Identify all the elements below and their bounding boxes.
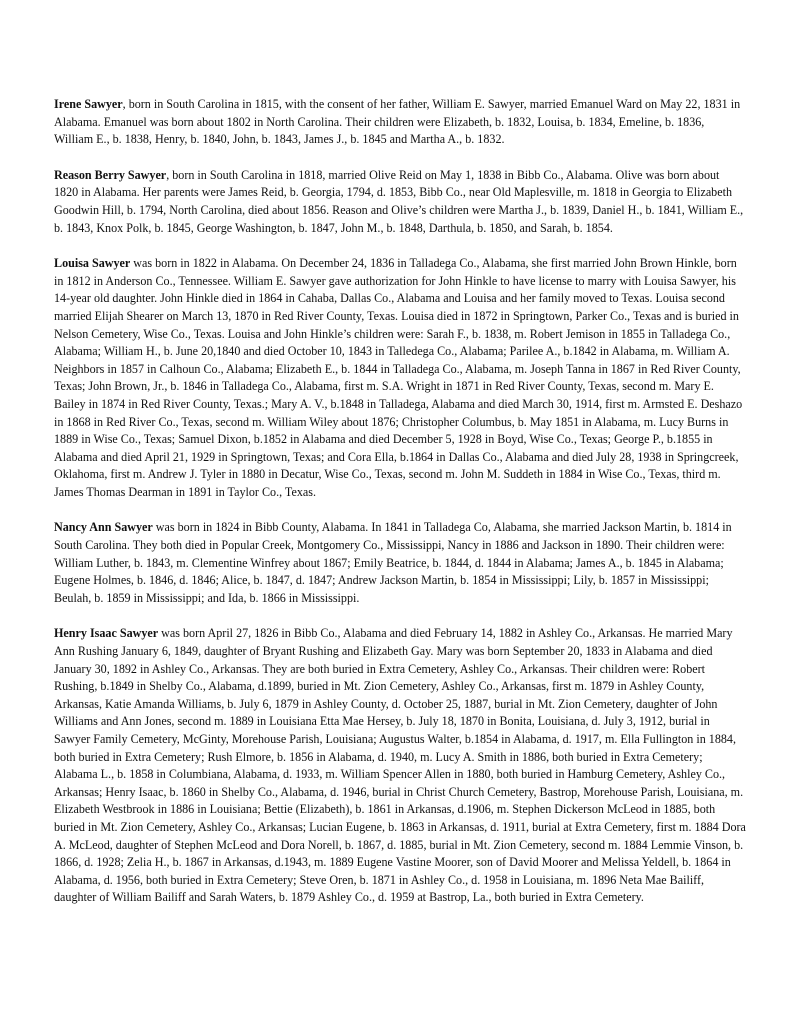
entry-nancy-ann-sawyer xyxy=(54,519,746,607)
entry-text: was born April 27, 1826 in Bibb Co., Alabama and died February 14, 1882 in Ashley Co., Arkansas. He married Mary Ann Rushing January 6, 1849, daughter of Bryant Rushing and Elizabeth Gay. Mary was born September 20, 1833 in Alabama and died January 30, 1892 in Ashley Co., Arkansas. They are both buried in Extra Cemetery, Ashley Co., Arkansas. Their children were: Robert Rushing, b.1849 in Shelby Co., Alabama, d.1899, buried in Mt. Zion Cemetery, Ashley Co., Arkansas, first m. 1879 in Ashley County, Arkansas, Katie Amanda Williams, b. July 6, 1879 in Ashley County, d. October 25, 1887, burial in Mt. Zion Cemetery, daughter of John Williams and Ann Jones, second m. 1889 in Louisiana Etta Mae Hersey, b. July 18, 1870 in Bonita, Louisiana, d. July 3, 1912, burial in Sawyer Family Cemetery, McGinty, Morehouse Parish, Louisiana; Augustus Walter, b.1854 in Alabama, d. 1917, m. Ella Fullington in 1884, both buried in Extra Cemetery; Rush Elmore, b. 1856 in Alabama, d. 1940, m. Lucy A. Smith in 1886, both buried in Extra Cemetery; Alabama L., b. 1858 in Columbiana, Alabama, d. 1933, m. William Spencer Allen in 1880, both buried in Hamburg Cemetery, Ashley Co., Arkansas; Henry Isaac, b. 1860 in Shelby Co., Alabama, d. 1946, burial in Christ Church Cemetery, Bastrop, Morehouse Parish, Louisiana, m. Elizabeth Westbrook in 1886 in Louisiana; Bettie (Elizabeth), b. 1861 in Arkansas, d.1906, m. Stephen Dickerson McLeod in 1885, both buried in Mt. Zion Cemetery, Ashley Co., Arkansas; Lucian Eugene, b. 1863 in Arkansas, d. 1911, burial at Extra Cemetery, first m. 1884 Dora A. McLeod, daughter of Stephen McLeod and Dora Norell, b. 1867, d. 1885, burial in Mt. Zion Cemetery, second m. 1884 Lemmie Vinson, b. 1866, d. 1928; Zelia H., b. 1867 in Arkansas, d.1943, m. 1889 Eugene Vastine Moorer, son of David Moorer and Melissa Yeldell, b. 1864 in Alabama, d. 1956, both buried in Extra Cemetery; Steve Oren, b. 1871 in Ashley Co., d. 1958 in Louisiana, m. 1896 Neta Mae Bailiff, daughter of William Bailiff and Sarah Waters, b. 1879 Ashley Co., d. 1959 at Bastrop, La., both buried in Extra Cemetery. xyxy=(54,626,746,905)
entry-text: was born in 1824 in Bibb County, Alabama. In 1841 in Talladega Co, Alabama, she married Jackson Martin, b. 1814 in South Carolina. They both died in Popular Creek, Montgomery Co., Mississippi, Nancy in 1886 and Jackson in 1890. Their children were: William Luther, b. 1843, m. Clementine Winfrey about 1867; Emily Beatrice, b. 1844, d. 1844 in Alabama; James A., b. 1845 in Alabama; Eugene Holmes, b. 1846, d. 1846; Alice, b. 1847, d. 1847; Andrew Jackson Martin, b. 1854 in Mississippi; Lily, b. 1857 in Mississippi; Beulah, b. 1859 in Mississippi; and Ida, b. 1866 in Mississippi. xyxy=(54,520,732,605)
entry-name: Irene Sawyer xyxy=(54,97,123,111)
entry-name: Nancy Ann Sawyer xyxy=(54,520,153,535)
document-page xyxy=(54,96,746,925)
entry-text: was born in 1822 in Alabama. On December 24, 1836 in Talladega Co., Alabama, she first married John Brown Hinkle, born in 1812 in Anderson Co., Tennessee. William E. Sawyer gave authorization for John Hinkle to have license to marry with Louisa Sawyer, his 14-year old daughter. John Hinkle died in 1864 in Cahaba, Dallas Co., Alabama and Louisa and her family moved to Texas. Louisa second married Elijah Shearer on March 13, 1870 in Red River County, Texas. Louisa died in 1872 in Springtown, Parker Co., Texas and is buried in Nelson Cemetery, Wise Co., Texas. Louisa and John Hinkle’s children were: Sarah F., b. 1838, m. Robert Jemison in 1855 in Talladega Co., Alabama; William H., b. June 20,1840 and died October 10, 1843 in Talledega Co., Alabama; Parilee A., b.1842 in Alabama, m. William A. Neighbors in 1857 in Calhoun Co., Alabama; Elizabeth E., b. 1844 in Talladega Co., Alabama, m. Joseph Tanna in 1867 in Red River County, Texas; John Brown, Jr., b. 1846 in Talladega Co., Alabama, first m. S.A. Wright in 1871 in Red River County, Texas, second m. Mary E. Bailey in 1874 in Red River County, Texas.; Mary A. V., b.1848 in Talladega, Alabama and died March 30, 1914, first m. Armsted E. Deshazo in 1868 in Red River Co., Texas, second m. William Wiley about 1876; Christopher Columbus, b. May 1851 in Alabama, m. Lucy Burns in 1889 in Wise Co., Texas; Samuel Dixon, b.1852 in Alabama and died December 5, 1928 in Boyd, Wise Co., Texas; George P., b.1855 in Alabama and died April 21, 1929 in Springtown, Texas; and Cora Ella, b.1864 in Dallas Co., Alabama and died July 28, 1938 in Springcreek, Oklahoma, first m. Andrew J. Tyler in 1880 in Decatur, Wise Co., Texas, second m. John M. Suddeth in 1884 in Wise Co., Texas, third m. James Thomas Dearman in 1891 in Taylor Co., Texas. xyxy=(54,256,743,499)
entry-henry-isaac-sawyer xyxy=(54,625,746,907)
entry-irene-sawyer xyxy=(54,96,746,149)
entry-name: Louisa Sawyer xyxy=(54,256,131,271)
entry-reason-berry-sawyer xyxy=(54,167,746,237)
entry-text: , born in South Carolina in 1815, with the consent of her father, William E. Sawyer, married Emanuel Ward on May 22, 1831 in Alabama. Emanuel was born about 1802 in North Carolina. Their children were Elizabeth, b. 1832, Louisa, b. 1834, Emeline, b. 1836, William E., b. 1838, Henry, b. 1840, John, b. 1843, James J., b. 1845 and Martha A., b. 1832. xyxy=(54,97,741,147)
entry-text: , born in South Carolina in 1818, married Olive Reid on May 1, 1838 in Bibb Co., Alabama. Olive was born about 1820 in Alabama. Her parents were James Reid, b. Georgia, 1794, d. 1853, Bibb Co., near Old Maplesville, m. 1818 in Georgia to Elizabeth Goodwin Hill, b. 1794, North Carolina, died about 1856. Reason and Olive’s children were Martha J., b. 1839, Daniel H., b. 1841, William E., b. 1843, Knox Polk, b. 1845, George Washington, b. 1847, John M., b. 1848, Darthula, b. 1850, and Sarah, b. 1854. xyxy=(54,167,744,235)
entry-name: Reason Berry Sawyer xyxy=(54,167,167,182)
entry-name: Henry Isaac Sawyer xyxy=(54,626,159,641)
entry-louisa-sawyer xyxy=(54,255,746,501)
